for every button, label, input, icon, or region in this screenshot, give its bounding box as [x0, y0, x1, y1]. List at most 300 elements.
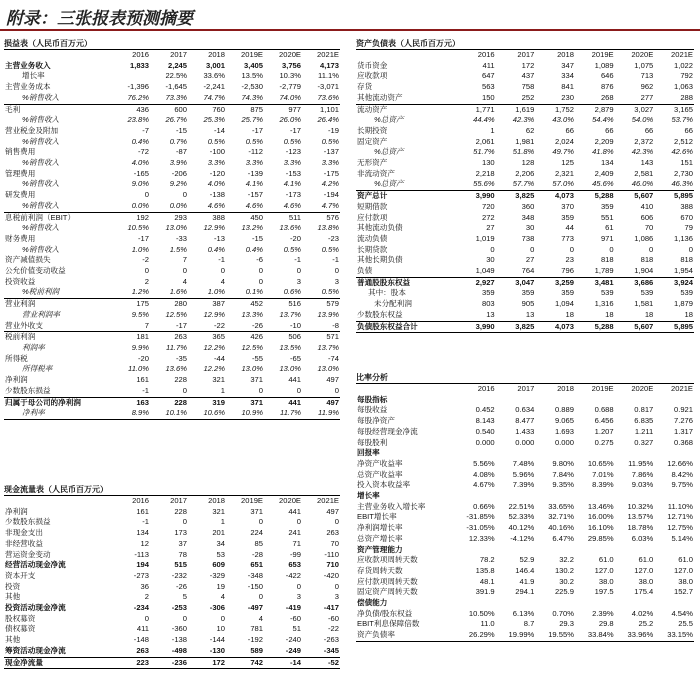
value-cell: 450 — [226, 212, 264, 223]
row-label: 净利润 — [5, 506, 28, 516]
value-cell: 45.6% — [592, 179, 614, 189]
value-cell: 1,075 — [634, 60, 654, 70]
value-cell: 3,001 — [205, 60, 225, 70]
row-label: 每股经营现金净流 — [357, 426, 418, 436]
value-cell: 876 — [600, 82, 614, 92]
row-label: 公允价值变动收益 — [5, 266, 66, 276]
value-cell: 7.276 — [673, 416, 693, 426]
value-cell: -72 — [138, 147, 149, 157]
value-cell: 40.12% — [508, 523, 535, 533]
value-cell: 9.80% — [552, 458, 574, 468]
value-cell: 13 — [486, 309, 495, 319]
table-row — [4, 61, 340, 72]
value-cell: 23.8% — [127, 115, 149, 125]
value-cell: -1,396 — [127, 82, 149, 92]
value-cell: 32.71% — [548, 512, 574, 522]
value-cell: 764 — [521, 266, 535, 276]
value-cell: 0 — [182, 385, 187, 395]
value-cell: 13.46% — [587, 501, 614, 511]
table-row — [4, 223, 340, 234]
table-row — [4, 624, 340, 635]
row-label: 股权募资 — [5, 613, 36, 623]
row-label: 总资产增长率 — [357, 533, 403, 543]
row-label: 流动负债 — [357, 233, 388, 243]
value-cell: -3,071 — [317, 82, 339, 92]
value-cell: 70 — [330, 538, 339, 548]
table-row — [4, 332, 340, 343]
value-cell: 0 — [296, 517, 301, 527]
value-cell: 818 — [640, 255, 654, 265]
table-row — [4, 321, 340, 332]
value-cell: 1,101 — [302, 104, 340, 115]
value-cell: -60 — [328, 613, 339, 623]
value-cell: -253 — [171, 603, 187, 613]
value-cell: 4.1% — [245, 179, 263, 189]
row-label: 所得税率 — [22, 364, 53, 374]
value-cell: 194 — [136, 560, 149, 570]
table-row — [356, 299, 694, 310]
value-cell: 46.3% — [671, 179, 693, 189]
value-cell: 134 — [136, 528, 149, 538]
row-label: 现金净流量 — [4, 657, 112, 669]
ratio-analysis-table — [356, 384, 694, 642]
value-cell: -165 — [133, 168, 149, 178]
value-cell: 4.67% — [473, 480, 495, 490]
balance-sheet-section — [356, 38, 694, 333]
value-cell: 13.5% — [241, 71, 263, 81]
value-cell — [535, 491, 575, 502]
year-header: 2019E — [591, 384, 614, 393]
value-cell: 9.0% — [131, 179, 149, 189]
value-cell: -112 — [248, 147, 263, 157]
row-label: 每股指标 — [357, 394, 388, 404]
value-cell: 5,895 — [654, 191, 694, 202]
row-label: 归属于母公司的净利润 — [4, 397, 112, 408]
table-row — [356, 191, 694, 202]
table-row — [356, 234, 694, 245]
table-row — [4, 354, 340, 365]
value-cell: 647 — [481, 71, 495, 81]
value-cell: 13.57% — [627, 512, 654, 522]
value-cell: 0.5% — [321, 136, 339, 146]
value-cell: 127.0 — [673, 565, 693, 575]
value-cell: -123 — [285, 147, 301, 157]
value-cell: 1,049 — [475, 266, 495, 276]
table-row — [4, 397, 340, 408]
value-cell: 66 — [644, 125, 654, 135]
value-cell: 1,086 — [634, 233, 654, 243]
value-cell: 10.6% — [188, 408, 226, 419]
value-cell: 71 — [292, 538, 301, 548]
value-cell: 55.6% — [473, 179, 495, 189]
value-cell — [535, 448, 575, 459]
value-cell: 7.48% — [512, 458, 535, 468]
value-cell: -345 — [323, 645, 339, 655]
value-cell: 0 — [258, 517, 263, 527]
value-cell: -148 — [133, 635, 149, 645]
value-cell: 9.35% — [552, 480, 574, 490]
table-row — [356, 480, 694, 491]
table-row — [4, 137, 340, 148]
value-cell: -1 — [142, 517, 149, 527]
row-label: 少数股东损益 — [5, 517, 51, 527]
value-cell: 360 — [521, 201, 535, 211]
table-row — [4, 507, 340, 518]
value-cell: 9.9% — [131, 342, 149, 352]
value-cell: 0 — [258, 592, 263, 602]
row-label: 普通股股东权益 — [356, 277, 456, 288]
table-row — [356, 609, 694, 620]
value-cell: 441 — [288, 375, 301, 385]
value-cell: 57.7% — [512, 179, 535, 189]
value-cell: 2,581 — [634, 168, 654, 178]
value-cell: 33.96% — [615, 630, 655, 641]
value-cell — [575, 395, 615, 406]
value-cell: 388 — [188, 212, 226, 223]
value-cell: 228 — [174, 506, 187, 516]
table-row — [4, 550, 340, 561]
value-cell: -44 — [214, 353, 225, 363]
value-cell: -329 — [209, 570, 225, 580]
value-cell — [456, 491, 496, 502]
value-cell: -8 — [332, 320, 339, 330]
value-cell: 228 — [174, 375, 187, 385]
value-cell: -234 — [133, 603, 149, 613]
value-cell: 73.3% — [165, 92, 187, 102]
value-cell: 2,372 — [634, 136, 654, 146]
value-cell: 971 — [600, 233, 614, 243]
value-cell: 1.211 — [634, 426, 654, 436]
year-header: 2016 — [477, 384, 495, 393]
value-cell: 1.433 — [515, 426, 535, 436]
value-cell: -1 — [294, 255, 301, 265]
value-cell: 0.921 — [673, 405, 693, 415]
table-row — [356, 169, 694, 180]
value-cell: 85 — [254, 538, 263, 548]
year-header: 2018 — [557, 384, 574, 393]
value-cell: 4,073 — [535, 191, 575, 202]
value-cell: 2,927 — [456, 277, 496, 288]
value-cell: 280 — [150, 299, 188, 310]
value-cell: 0 — [220, 613, 225, 623]
value-cell: 128 — [521, 158, 535, 168]
value-cell: -6 — [256, 255, 263, 265]
value-cell: 0.0% — [131, 200, 149, 210]
row-label: 营运资金变动 — [5, 549, 51, 559]
value-cell: 359 — [521, 288, 535, 298]
row-label: %销售收入 — [22, 92, 60, 102]
table-row — [356, 255, 694, 266]
row-label: 税前利润 — [4, 332, 112, 343]
value-cell: 3,405 — [243, 60, 263, 70]
table-row — [356, 438, 694, 449]
value-cell: 2,730 — [673, 168, 693, 178]
row-label: 所得税 — [5, 353, 28, 363]
value-cell — [575, 491, 615, 502]
value-cell: -2,530 — [241, 82, 263, 92]
table-row — [356, 502, 694, 513]
table-row — [4, 299, 340, 310]
blank-cell — [4, 50, 112, 61]
value-cell: 25.2 — [638, 619, 654, 629]
value-cell: 511 — [264, 212, 302, 223]
cash-flow-header: 现金流量表（人民币百万元） — [4, 484, 340, 496]
value-cell: 11.95% — [628, 458, 654, 468]
value-cell: 609 — [212, 560, 225, 570]
row-label: 负债 — [357, 266, 373, 276]
value-cell: 25.7% — [241, 115, 263, 125]
value-cell: -1 — [218, 255, 225, 265]
value-cell: 3 — [296, 276, 301, 286]
value-cell: 53 — [216, 549, 225, 559]
table-row — [4, 201, 340, 212]
value-cell: 5,607 — [615, 321, 655, 333]
value-cell: 230 — [561, 92, 574, 102]
row-label: 营业利润率 — [22, 309, 60, 319]
year-header: 2017 — [170, 50, 187, 59]
value-cell: 1,063 — [673, 82, 693, 92]
value-cell: -31.05% — [466, 523, 495, 533]
value-cell: 70 — [644, 223, 654, 233]
value-cell: 0.4% — [207, 244, 225, 254]
value-cell: 2,879 — [575, 104, 615, 115]
row-label: 无形资产 — [357, 158, 388, 168]
value-cell: 1.693 — [554, 426, 574, 436]
value-cell: 19 — [216, 581, 225, 591]
value-cell — [456, 545, 496, 556]
value-cell: 48.1 — [479, 576, 495, 586]
table-row — [4, 582, 340, 593]
table-row — [356, 512, 694, 523]
value-cell — [575, 448, 615, 459]
value-cell: 41.8% — [592, 147, 614, 157]
value-cell: 2,321 — [554, 168, 574, 178]
value-cell: 127.0 — [594, 565, 614, 575]
value-cell: 127.0 — [634, 565, 654, 575]
value-cell: -144 — [209, 635, 225, 645]
row-label: 息税前利润（EBIT） — [4, 212, 112, 223]
row-label: 债权募资 — [5, 624, 36, 634]
value-cell: 1.0% — [207, 287, 225, 297]
value-cell: 9.5% — [131, 309, 149, 319]
table-row — [356, 158, 694, 169]
value-cell: 670 — [680, 212, 693, 222]
value-cell: 4.6% — [283, 200, 301, 210]
value-cell: 44.4% — [473, 115, 495, 125]
value-cell: 0.452 — [475, 405, 495, 415]
row-label: %销售收入 — [22, 158, 60, 168]
value-cell: 29.8 — [598, 619, 614, 629]
value-cell: 5.56% — [473, 458, 495, 468]
value-cell — [535, 598, 575, 609]
value-cell: 3.9% — [169, 158, 187, 168]
value-cell: -4.12% — [510, 533, 535, 543]
value-cell: 51.7% — [473, 147, 495, 157]
value-cell: 10 — [216, 624, 225, 634]
value-cell: 11.1% — [318, 71, 339, 81]
value-cell: 42.3% — [631, 147, 654, 157]
value-cell: 411 — [482, 60, 495, 70]
value-cell: 589 — [250, 645, 263, 655]
blank-cell — [356, 50, 456, 61]
value-cell: 43.0% — [552, 115, 574, 125]
value-cell — [496, 491, 536, 502]
value-cell: 135.8 — [475, 565, 495, 575]
value-cell: 334 — [561, 71, 574, 81]
value-cell — [615, 598, 655, 609]
value-cell: 54.0% — [631, 115, 654, 125]
row-label: 负债股东权益合计 — [356, 321, 456, 333]
value-cell: 0 — [296, 581, 301, 591]
value-cell: 8.7 — [523, 619, 535, 629]
value-cell: 73.6% — [317, 92, 339, 102]
row-label: 营业利润 — [4, 299, 112, 310]
value-cell: -55 — [252, 353, 263, 363]
blank-cell — [356, 384, 456, 395]
table-row — [4, 93, 340, 104]
value-cell: 13 — [525, 309, 535, 319]
value-cell: 1,316 — [594, 299, 614, 309]
table-row — [356, 470, 694, 481]
value-cell: 7 — [182, 255, 187, 265]
row-label: 利润率 — [22, 342, 45, 352]
value-cell: 172 — [521, 60, 535, 70]
year-header: 2017 — [170, 496, 187, 505]
table-row — [356, 405, 694, 416]
value-cell — [615, 491, 655, 502]
value-cell: 9.2% — [169, 179, 187, 189]
value-cell: 5,607 — [615, 191, 655, 202]
value-cell: 41.9 — [519, 576, 535, 586]
value-cell: -417 — [323, 603, 339, 613]
ratio-analysis-section — [356, 372, 694, 642]
table-row — [356, 104, 694, 115]
value-cell: 4 — [258, 613, 263, 623]
value-cell: 720 — [481, 201, 495, 211]
value-cell: 263 — [150, 332, 188, 343]
table-row — [4, 277, 340, 288]
value-cell — [575, 545, 615, 556]
value-cell: 0 — [334, 581, 339, 591]
value-cell: -110 — [324, 549, 339, 559]
value-cell: 2,206 — [515, 168, 535, 178]
value-cell: 7 — [144, 320, 149, 330]
value-cell: 1.6% — [169, 287, 187, 297]
value-cell: 3 — [334, 592, 339, 602]
value-cell: 875 — [226, 104, 264, 115]
value-cell: -99 — [290, 549, 301, 559]
value-cell: 321 — [212, 375, 225, 385]
value-cell: 0.4% — [131, 136, 149, 146]
value-cell: 818 — [600, 255, 614, 265]
value-cell: 13.9% — [317, 309, 339, 319]
page-title: 附录：三张报表预测摘要 — [6, 9, 193, 28]
value-cell: 22.5% — [165, 71, 187, 81]
value-cell: 3 — [334, 276, 339, 286]
row-label: 主营业务收入增长率 — [357, 501, 426, 511]
table-row — [4, 614, 340, 625]
value-cell: 7.86% — [631, 469, 654, 479]
year-header: 2018 — [208, 50, 225, 59]
value-cell: 4.54% — [671, 608, 693, 618]
value-cell: 436 — [112, 104, 150, 115]
value-cell: -22 — [214, 320, 225, 330]
value-cell: 74.3% — [241, 92, 263, 102]
row-label: 投资活动现金净流 — [5, 603, 66, 613]
value-cell: 16.10% — [587, 523, 614, 533]
income-statement-table — [4, 50, 340, 420]
row-label: %销售收入 — [22, 115, 60, 125]
year-header-row — [356, 50, 694, 61]
value-cell: -422 — [285, 570, 301, 580]
year-header: 2016 — [132, 50, 149, 59]
value-cell: 44 — [565, 223, 574, 233]
value-cell: 0 — [649, 244, 654, 254]
value-cell: -26 — [252, 320, 263, 330]
value-cell: 0 — [334, 517, 339, 527]
value-cell: 1 — [220, 385, 225, 395]
value-cell: 3,756 — [281, 60, 301, 70]
table-row — [356, 416, 694, 427]
year-header: 2019E — [241, 50, 263, 59]
value-cell: 10.9% — [226, 408, 264, 419]
value-cell: -15 — [252, 233, 263, 243]
value-cell: -19 — [328, 125, 339, 135]
value-cell: 29.3 — [559, 619, 574, 629]
value-cell: 12.9% — [203, 309, 225, 319]
row-label: %总资产 — [374, 147, 404, 157]
table-row — [4, 364, 340, 375]
value-cell: 0.368 — [673, 437, 693, 447]
value-cell: 4.02% — [631, 608, 654, 618]
row-label: 经营活动现金净流 — [5, 560, 66, 570]
table-row — [4, 386, 340, 397]
table-row — [4, 375, 340, 386]
value-cell: -306 — [209, 603, 225, 613]
value-cell: 125 — [561, 158, 574, 168]
value-cell: 263 — [136, 645, 149, 655]
value-cell: 151 — [680, 158, 693, 168]
value-cell — [654, 545, 694, 556]
value-cell — [496, 598, 536, 609]
table-row — [356, 577, 694, 588]
year-header: 2021E — [317, 496, 339, 505]
value-cell: 173 — [174, 528, 187, 538]
value-cell: -138 — [171, 635, 187, 645]
value-cell: 5.96% — [512, 469, 535, 479]
year-header: 2016 — [132, 496, 149, 505]
year-header: 2020E — [279, 50, 301, 59]
table-row — [356, 395, 694, 406]
table-row — [4, 310, 340, 321]
value-cell: 130.2 — [554, 565, 574, 575]
value-cell: 12 — [140, 538, 149, 548]
table-row — [4, 190, 340, 201]
value-cell: 3.3% — [207, 158, 225, 168]
row-label: 应收款项 — [357, 71, 388, 81]
value-cell: 0.5% — [321, 287, 339, 297]
table-row — [356, 555, 694, 566]
value-cell: 758 — [521, 82, 535, 92]
year-header: 2020E — [631, 50, 654, 59]
value-cell: 13.3% — [241, 309, 263, 319]
value-cell: 2,409 — [594, 168, 614, 178]
row-label: 应收款项周转天数 — [357, 555, 418, 565]
value-cell: 192 — [112, 212, 150, 223]
value-cell: 27 — [486, 223, 495, 233]
value-cell — [654, 491, 694, 502]
value-cell: 6.835 — [634, 416, 654, 426]
